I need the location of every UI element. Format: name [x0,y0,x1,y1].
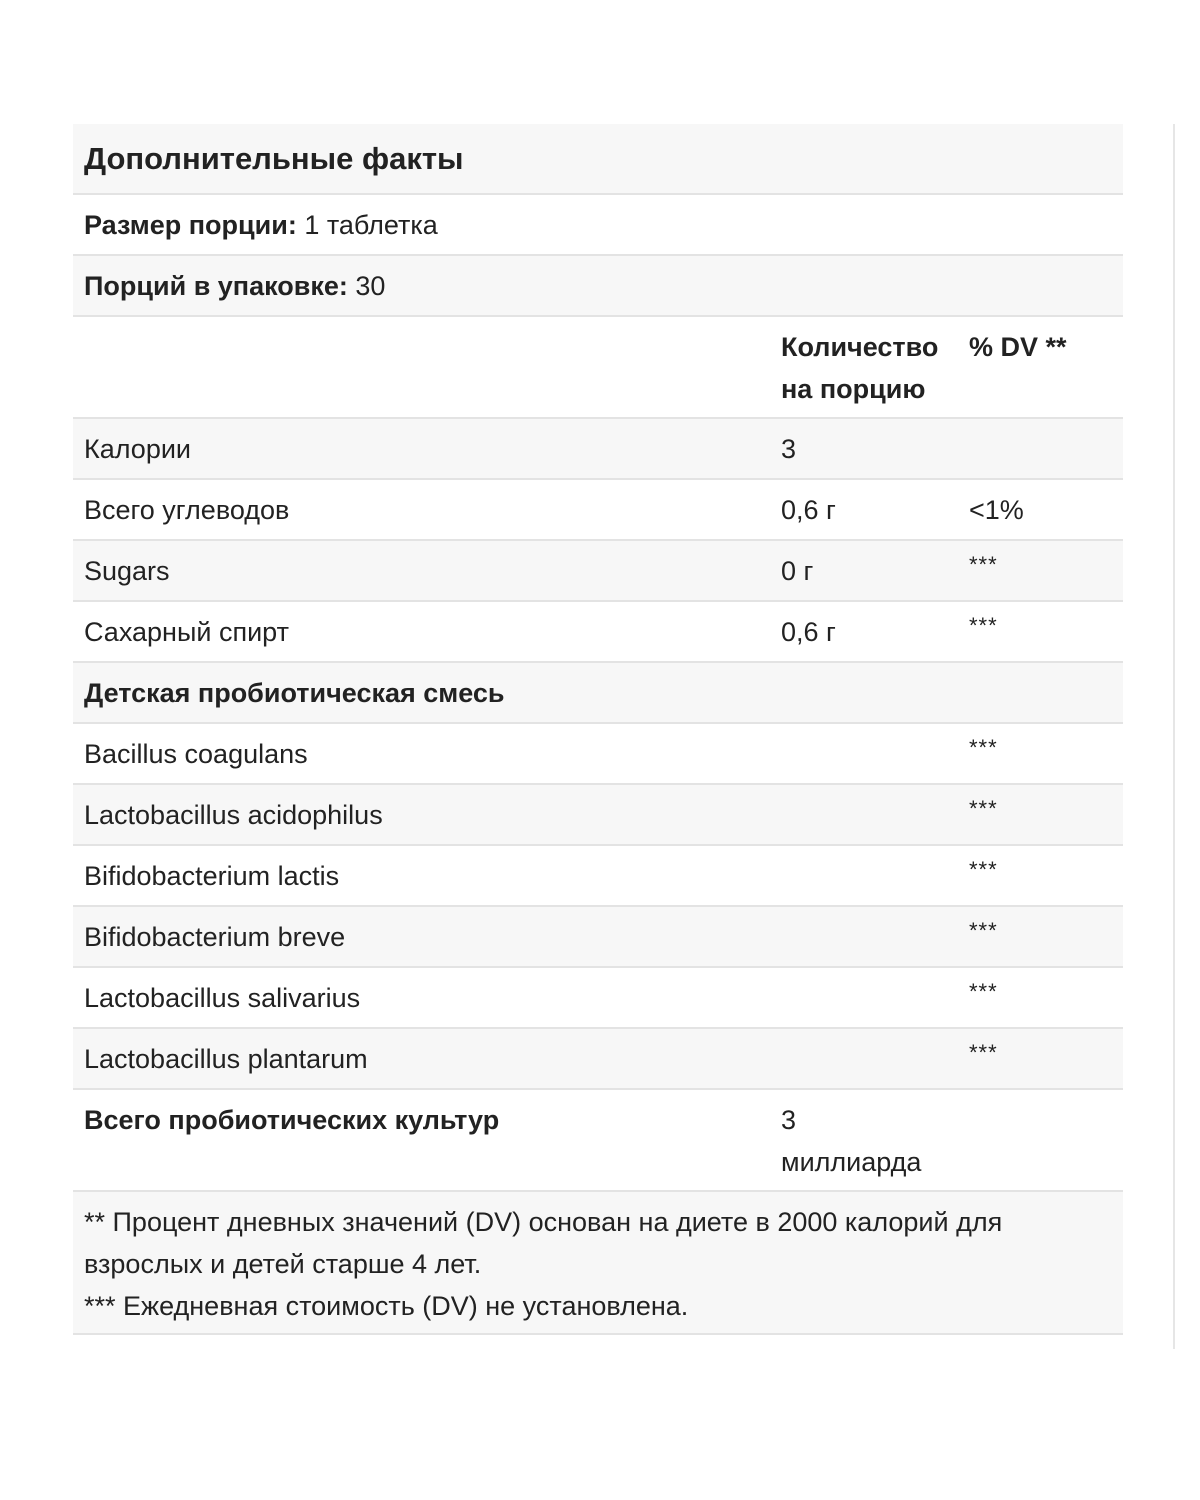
footnote-dv-not-established: *** Ежедневная стоимость (DV) не установлена. [84,1291,689,1321]
footnote-dv-line2: взрослых и детей старше 4 лет. [84,1249,482,1279]
blend-item-dv: *** [969,796,998,821]
blend-title: Детская пробиотическая смесь [84,677,505,708]
total-amount-line2: миллиарда [781,1147,922,1177]
blend-item-row [73,724,1123,785]
nutrient-name: Всего углеводов [84,495,290,525]
right-border [1173,124,1175,1349]
nutrient-row [73,541,1123,602]
footnotes-row [73,1192,1123,1335]
total-cultures-name: Всего пробиотических культур [84,1105,500,1135]
blend-item-row [73,907,1123,968]
nutrient-dv: *** [969,613,998,638]
blend-item-row [73,785,1123,846]
blend-item-name: Bacillus coagulans [84,739,308,769]
serving-size-value: 1 таблетка [296,209,438,240]
blend-item-row [73,968,1123,1029]
servings-value: 30 [347,270,386,301]
nutrient-row [73,602,1123,663]
total-cultures-amount [781,1099,969,1183]
serving-size-label: Размер порции: [84,209,297,240]
nutrient-dv: <1% [969,495,1024,525]
blend-item-name: Lactobacillus salivarius [84,983,361,1013]
total-cultures-row [73,1090,1123,1192]
footnote-dv-line1: ** Процент дневных значений (DV) основан на диете в 2000 калорий для [84,1207,1003,1237]
serving-size-row [73,195,1123,256]
blend-item-dv: *** [969,735,998,760]
nutrient-amount: 0 г [781,556,814,586]
serving-size [73,204,438,246]
amount-header-line1: Количество [781,332,939,362]
nutrient-amount: 0,6 г [781,495,836,525]
nutrient-name: Сахарный спирт [84,617,289,647]
facts-title: Дополнительные факты [84,140,464,176]
blend-item-dv: *** [969,918,998,943]
facts-title-row [73,124,1123,195]
nutrient-row [73,419,1123,480]
amount-header [781,326,969,410]
nutrient-name: Калории [84,434,191,464]
blend-item-name: Lactobacillus plantarum [84,1044,368,1074]
nutrient-row [73,480,1123,541]
nutrient-dv: *** [969,552,998,577]
dv-header: % DV ** [969,332,1067,362]
nutrient-name: Sugars [84,556,170,586]
total-amount-line1: 3 [781,1105,797,1135]
servings-per-container-row [73,256,1123,317]
servings-per-container [73,265,385,307]
blend-item-name: Lactobacillus acidophilus [84,800,383,830]
blend-item-dv: *** [969,857,998,882]
footnotes [73,1201,1123,1327]
servings-label: Порций в упаковке: [84,270,348,301]
blend-item-row [73,846,1123,907]
blend-item-dv: *** [969,1040,998,1065]
column-header-row [73,317,1123,419]
blend-item-dv: *** [969,979,998,1004]
supplement-facts-table [73,124,1123,1335]
blend-item-name: Bifidobacterium lactis [84,861,340,891]
nutrient-amount: 3 [781,434,797,464]
blend-title-row [73,663,1123,724]
amount-header-line2: на порцию [781,374,926,404]
nutrient-amount: 0,6 г [781,617,836,647]
blend-item-row [73,1029,1123,1090]
blend-item-name: Bifidobacterium breve [84,922,346,952]
